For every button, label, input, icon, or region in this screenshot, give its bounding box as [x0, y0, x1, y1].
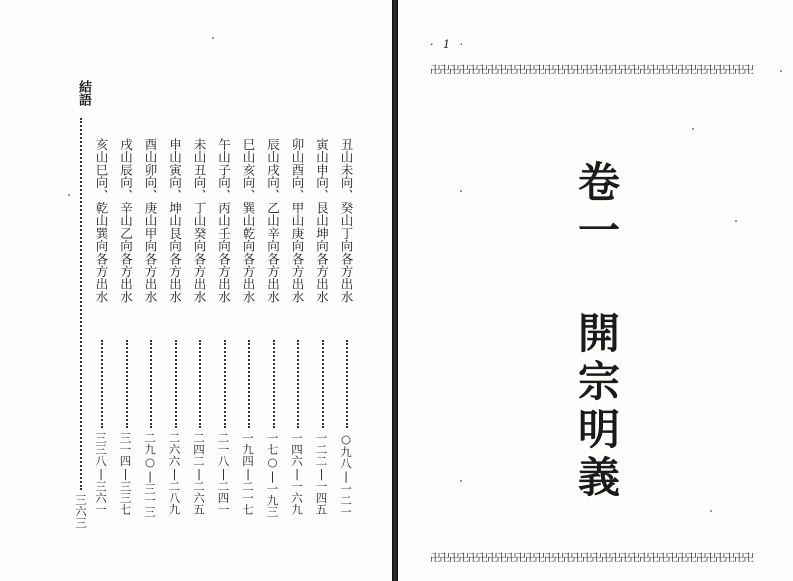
toc-entry-text: 丑山未向、癸山丁向各方出水 [339, 138, 354, 304]
chapter-title: 卷一 開宗明義 [572, 160, 621, 503]
toc-leader-dots [150, 340, 154, 428]
toc-page-range: 一九四|二一七 [241, 432, 255, 515]
toc-leader-dots [175, 340, 179, 428]
scan-speck [460, 190, 462, 192]
toc-page-range: 一七○|一九三 [265, 432, 280, 518]
scan-speck [460, 480, 462, 482]
toc-leader-dots [101, 340, 105, 428]
toc-entry-text: 巳山亥向、巽山乾向各方出水 [241, 138, 256, 304]
toc-page-range: 一四六|一六九 [290, 432, 304, 515]
toc-entry-text: 亥山巳向、乾山巽向各方出水 [94, 138, 109, 304]
toc-leader-dots [322, 340, 326, 428]
toc-page-range: 三一四|三三七 [118, 432, 133, 515]
scan-speck [212, 37, 214, 39]
scan-speck [780, 70, 782, 72]
toc-leader-dots [346, 340, 350, 428]
toc-entry-text: 辰山戌向、乙山辛向各方出水 [265, 138, 281, 304]
section-title-leader-dots [80, 118, 84, 490]
toc-leader-dots [126, 340, 130, 428]
toc-entry-text: 申山寅向、坤山艮向各方出水 [167, 138, 183, 304]
toc-page-range: 一二二|一四五 [314, 432, 329, 515]
toc-leader-dots [199, 340, 203, 428]
toc-entry-text: 未山丑向、丁山癸向各方出水 [192, 138, 207, 304]
scan-speck [735, 220, 737, 222]
scan-speck [710, 510, 712, 512]
toc-entry-text: 戌山辰向、辛山乙向各方出水 [118, 138, 134, 304]
toc-page-range: ○九八|一二一 [339, 432, 353, 518]
toc-page-range: 二四二|二六五 [192, 432, 206, 515]
toc-leader-dots [273, 340, 277, 428]
toc-page-range: 二九○|三一三 [143, 432, 157, 518]
toc-entry-text: 酉山卯向、庚山甲向各方出水 [143, 138, 158, 304]
toc-page-range: 三三八|三六一 [94, 432, 108, 515]
toc-leader-dots [248, 340, 252, 428]
toc-page-range: 二六六|二八九 [167, 432, 182, 515]
toc-leader-dots [297, 340, 301, 428]
scan-speck [68, 194, 70, 196]
toc-page-range: 二一八|二四一 [216, 432, 231, 515]
top-swastika-border: 卍卍卍卍卍卍卍卍卍卍卍卍卍卍卍卍卍卍卍卍卍卍卍卍卍卍卍卍卍卍卍卍卍卍 [430, 64, 753, 76]
section-title-conclusion: 結語 [76, 80, 91, 106]
left-page [0, 0, 392, 581]
toc-leader-dots [224, 340, 228, 428]
section-title-page-number: 三六三 [74, 494, 88, 529]
toc-entry-text: 寅山申向、艮山坤向各方出水 [314, 138, 330, 304]
toc-entry-text: 午山子向、丙山壬向各方出水 [216, 138, 232, 304]
page-number: · 1 · [430, 38, 466, 51]
toc-entry-text: 卯山酉向、甲山庚向各方出水 [290, 138, 305, 304]
bottom-swastika-border: 卍卍卍卍卍卍卍卍卍卍卍卍卍卍卍卍卍卍卍卍卍卍卍卍卍卍卍卍卍卍卍卍卍卍 [430, 552, 753, 564]
scan-speck [692, 128, 694, 130]
